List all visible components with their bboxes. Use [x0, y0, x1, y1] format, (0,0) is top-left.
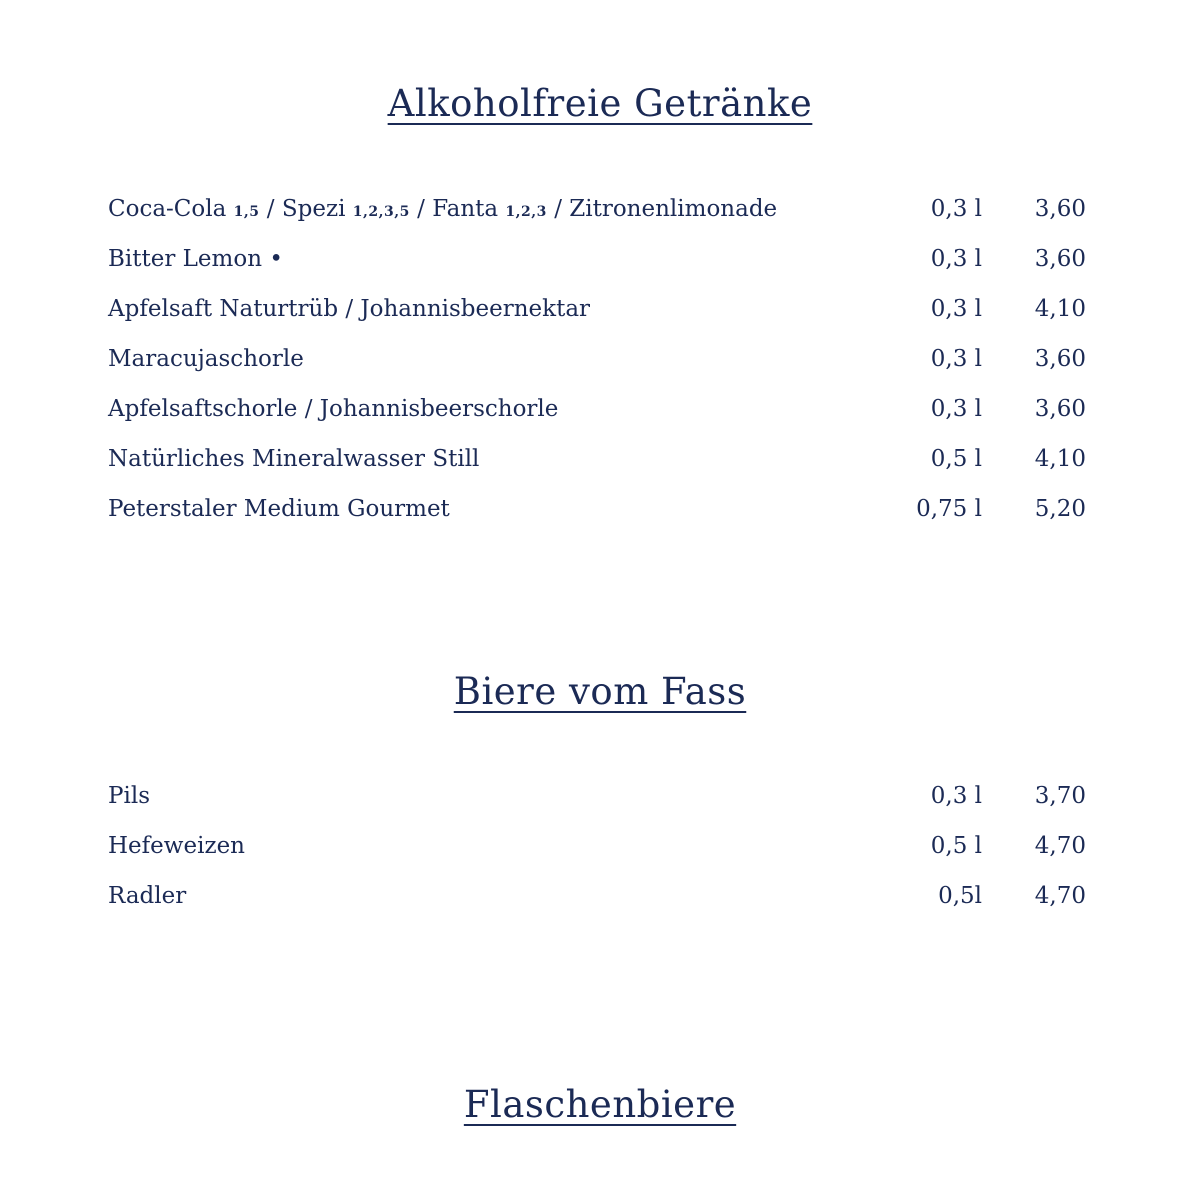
section-title-alkoholfreie-getraenke — [0, 82, 1200, 125]
item-size: 0,3 l — [930, 396, 982, 422]
item-name: Apfelsaft Naturtrüb / Johannisbeernektar — [108, 296, 591, 322]
item-size: 0,5 l — [930, 833, 982, 859]
item-price: 3,60 — [1034, 196, 1086, 222]
item-name: Natürliches Mineralwasser Still — [108, 446, 480, 472]
item-price: 4,10 — [1034, 296, 1086, 322]
menu-item — [0, 783, 1200, 833]
item-price: 3,70 — [1034, 783, 1086, 809]
item-name: Pils — [108, 783, 150, 809]
section-title-text: Biere vom Fass — [453, 670, 747, 713]
item-price: 4,70 — [1034, 833, 1086, 859]
item-price: 3,60 — [1034, 396, 1086, 422]
menu-item — [0, 446, 1200, 496]
cut-off-content — [108, 1188, 1088, 1200]
item-price: 4,10 — [1034, 446, 1086, 472]
menu-item — [0, 246, 1200, 296]
drinks-list-alkoholfrei — [0, 196, 1200, 546]
item-price: 3,60 — [1034, 246, 1086, 272]
item-name: Maracujaschorle — [108, 346, 304, 372]
menu-item — [0, 396, 1200, 446]
item-size: 0,3 l — [930, 196, 982, 222]
additive-marks: 1,5 — [233, 204, 260, 220]
item-size: 0,3 l — [930, 296, 982, 322]
item-price: 5,20 — [1034, 496, 1086, 522]
item-size: 0,75 l — [916, 496, 982, 522]
menu-item — [0, 833, 1200, 883]
menu-item — [0, 346, 1200, 396]
section-title-biere-vom-fass — [0, 670, 1200, 713]
drinks-list-fassbier — [0, 783, 1200, 933]
item-name: Coca-Cola 1,5 / Spezi 1,2,3,5 / Fanta 1,2,3 / Zitronenlimonade — [108, 196, 778, 222]
item-name: Peterstaler Medium Gourmet — [108, 496, 450, 522]
item-name: Apfelsaftschorle / Johannisbeerschorle — [108, 396, 559, 422]
item-price: 4,70 — [1034, 883, 1086, 909]
menu-item — [0, 496, 1200, 546]
section-title-text: Alkoholfreie Getränke — [387, 82, 813, 125]
item-size: 0,3 l — [930, 346, 982, 372]
item-name: Hefeweizen — [108, 833, 245, 859]
menu-item — [0, 883, 1200, 933]
item-name: Bitter Lemon • — [108, 246, 283, 272]
section-title-flaschenbiere — [0, 1083, 1200, 1126]
section-title-text: Flaschenbiere — [463, 1083, 737, 1126]
item-size: 0,5 l — [930, 446, 982, 472]
menu-item — [0, 296, 1200, 346]
item-name: Radler — [108, 883, 187, 909]
menu-item — [0, 196, 1200, 246]
item-size: 0,5l — [938, 883, 982, 909]
additive-marks: 1,2,3,5 — [352, 204, 410, 220]
additive-marks: 1,2,3 — [505, 204, 547, 220]
item-size: 0,3 l — [930, 246, 982, 272]
item-size: 0,3 l — [930, 783, 982, 809]
item-price: 3,60 — [1034, 346, 1086, 372]
